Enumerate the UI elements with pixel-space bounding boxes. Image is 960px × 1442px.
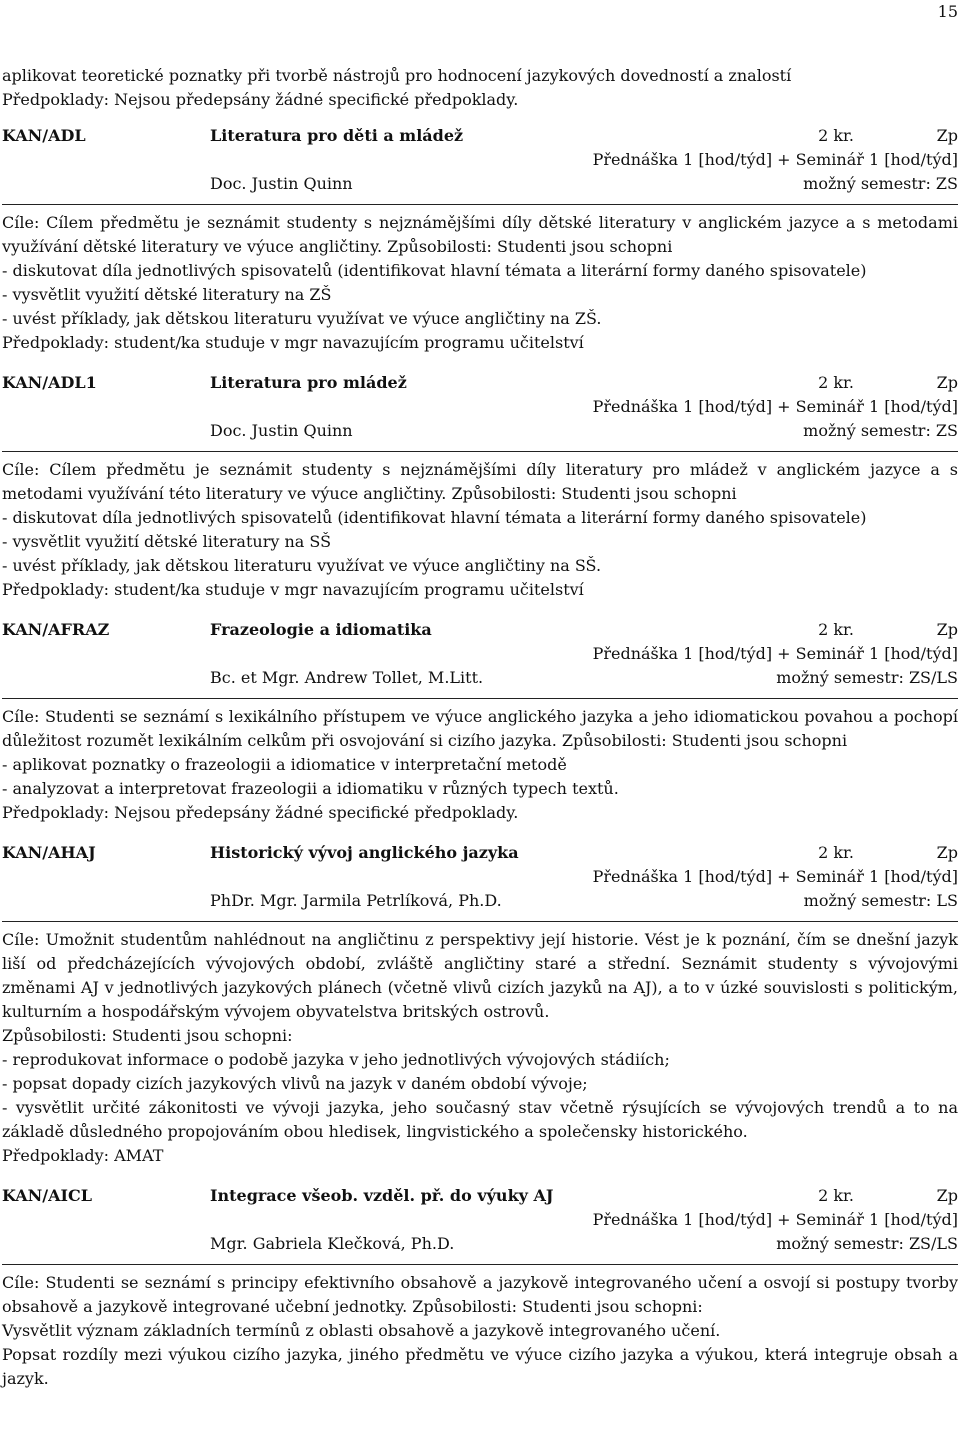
course-code: KAN/ADL [2,126,86,145]
course-code: KAN/AICL [2,1186,93,1205]
course-semester: možný semestr: ZS [803,174,958,193]
course-credits: 2 kr. [818,843,854,862]
course-hours: Přednáška 1 [hod/týd] + Seminář 1 [hod/týd] [592,867,958,886]
description-paragraph: Popsat rozdíly mezi výukou cizího jazyka, jiného předmětu ve výuce cizího jazyka a výukou, která integruje obsah a jazyk. [2,1345,958,1388]
page-number: 15 [937,2,958,21]
description-paragraph: - diskutovat díla jednotlivých spisovatelů (identifikovat hlavní témata a literární formy daného spisovatele) [2,508,867,527]
description-paragraph: Předpoklady: AMAT [2,1146,164,1165]
intro-line: Předpoklady: Nejsou předepsány žádné specifické předpoklady. [2,90,519,109]
intro-text [2,64,958,112]
description-paragraph: - analyzovat a interpretovat frazeologii a idiomatiku v různých typech textů. [2,779,619,798]
section-divider [2,921,958,922]
course-hours-row [2,148,958,172]
description-paragraph: Vysvětlit význam základních termínů z oblasti obsahově a jazykově integrovaného učení. [2,1321,721,1340]
course-credits: 2 kr. [818,620,854,639]
course-lecturer: Mgr. Gabriela Klečková, Ph.D. [210,1234,455,1253]
course-header-row [2,371,958,395]
description-paragraph: Předpoklady: student/ka studuje v mgr navazujícím programu učitelství [2,333,584,352]
course-entry [2,371,958,602]
course-header [2,1184,958,1256]
course-semester: možný semestr: ZS/LS [776,1234,958,1253]
course-header [2,841,958,913]
description-paragraph: - popsat dopady cizích jazykových vlivů na jazyk v daném období vývoje; [2,1074,588,1093]
course-entry [2,618,958,825]
course-hours: Přednáška 1 [hod/týd] + Seminář 1 [hod/týd] [592,397,958,416]
course-lecturer: Doc. Justin Quinn [210,421,353,440]
description-paragraph: - vysvětlit určité zákonitosti ve vývoji jazyka, jeho současný stav včetně rýsujících se vývojových trendů a to na základě důsledného propojováním obou hledisek, lingvistického a společensky historického. [2,1098,958,1141]
course-credits: 2 kr. [818,373,854,392]
course-header [2,371,958,443]
section-divider [2,451,958,452]
course-hours: Přednáška 1 [hod/týd] + Seminář 1 [hod/týd] [592,644,958,663]
course-hours-row [2,642,958,666]
course-hours: Přednáška 1 [hod/týd] + Seminář 1 [hod/týd] [592,1210,958,1229]
course-semester: možný semestr: LS [803,891,958,910]
course-lecturer: Doc. Justin Quinn [210,174,353,193]
course-category: Zp [936,373,958,392]
description-paragraph: - uvést příklady, jak dětskou literaturu využívat ve výuce angličtiny na SŠ. [2,556,602,575]
course-header-row [2,124,958,148]
description-paragraph: - aplikovat poznatky o frazeologii a idiomatice v interpretační metodě [2,755,567,774]
course-lecturer-row [2,172,958,196]
description-paragraph: Cíle: Cílem předmětu je seznámit studenty s nejznámějšími díly dětské literatury v anglickém jazyce a s metodami využívání dětské literatury ve výuce angličtiny. Způsobilosti: Studenti jsou schopni [2,213,958,256]
description-paragraph: Způsobilosti: Studenti jsou schopni: [2,1026,293,1045]
course-title: Historický vývoj anglického jazyka [210,843,519,862]
course-description [2,928,958,1168]
intro-line: aplikovat teoretické poznatky při tvorbě nástrojů pro hodnocení jazykových dovedností a znalostí [2,66,792,85]
course-entry [2,124,958,355]
course-header [2,124,958,196]
course-hours: Přednáška 1 [hod/týd] + Seminář 1 [hod/týd] [592,150,958,169]
course-header-row [2,618,958,642]
course-entry [2,1184,958,1391]
course-title: Frazeologie a idiomatika [210,620,432,639]
course-description [2,1271,958,1391]
course-lecturer-row [2,1232,958,1256]
course-credits: 2 kr. [818,1186,854,1205]
course-entry [2,841,958,1168]
section-divider [2,1264,958,1265]
description-paragraph: Předpoklady: student/ka studuje v mgr navazujícím programu učitelství [2,580,584,599]
course-hours-row [2,865,958,889]
course-lecturer-row [2,419,958,443]
section-divider [2,698,958,699]
course-semester: možný semestr: ZS [803,421,958,440]
description-paragraph: Cíle: Studenti se seznámí s lexikálního přístupem ve výuce anglického jazyka a jeho idiomatickou povahou a pochopí důležitost rozumět lexikálním celkům při osvojování si cizího jazyka. Způsobilosti: Studenti jsou schopni [2,707,958,750]
course-code: KAN/AFRAZ [2,620,110,639]
description-paragraph: Cíle: Umožnit studentům nahlédnout na angličtinu z perspektivy její historie. Vést je k poznání, čím se dnešní jazyk liší od předcházejících vývojových období, zvláště angličtiny staré a střední. Seznámit studenty s vývojovými změnami AJ v jednotlivých jazykových plánech (včetně vlivů cizích jazyků na AJ), a to v úzké souvislosti s politickým, kulturním a hospodářským vývojem obyvatelstva britských ostrovů. [2,930,958,1021]
course-lecturer-row [2,889,958,913]
description-paragraph: Předpoklady: Nejsou předepsány žádné specifické předpoklady. [2,803,519,822]
course-title: Literatura pro mládež [210,373,407,392]
course-category: Zp [936,843,958,862]
course-hours-row [2,1208,958,1232]
description-paragraph: - uvést příklady, jak dětskou literaturu využívat ve výuce angličtiny na ZŠ. [2,309,602,328]
course-hours-row [2,395,958,419]
course-description [2,458,958,602]
course-description [2,705,958,825]
course-title: Literatura pro děti a mládež [210,126,464,145]
course-header [2,618,958,690]
course-semester: možný semestr: ZS/LS [776,668,958,687]
course-category: Zp [936,126,958,145]
course-lecturer-row [2,666,958,690]
course-lecturer: Bc. et Mgr. Andrew Tollet, M.Litt. [210,668,484,687]
description-paragraph: - reprodukovat informace o podobě jazyka v jeho jednotlivých vývojových stádiích; [2,1050,670,1069]
course-list [2,124,958,1407]
description-paragraph: - diskutovat díla jednotlivých spisovatelů (identifikovat hlavní témata a literární formy daného spisovatele) [2,261,867,280]
description-paragraph: Cíle: Cílem předmětu je seznámit studenty s nejznámějšími díly literatury pro mládež v anglickém jazyce a s metodami využívání této literatury ve výuce angličtiny. Způsobilosti: Studenti jsou schopni [2,460,958,503]
course-header-row [2,1184,958,1208]
course-lecturer: PhDr. Mgr. Jarmila Petrlíková, Ph.D. [210,891,502,910]
course-category: Zp [936,620,958,639]
course-code: KAN/AHAJ [2,843,96,862]
description-paragraph: - vysvětlit využití dětské literatury na SŠ [2,532,332,551]
course-description [2,211,958,355]
description-paragraph: - vysvětlit využití dětské literatury na ZŠ [2,285,332,304]
course-credits: 2 kr. [818,126,854,145]
course-code: KAN/ADL1 [2,373,97,392]
course-category: Zp [936,1186,958,1205]
course-header-row [2,841,958,865]
course-title: Integrace všeob. vzděl. př. do výuky AJ [210,1186,554,1205]
section-divider [2,204,958,205]
description-paragraph: Cíle: Studenti se seznámí s principy efektivního obsahově a jazykově integrovaného učení a osvojí si postupy tvorby obsahově a jazykově integrované učební jednotky. Způsobilosti: Studenti jsou schopni: [2,1273,958,1316]
